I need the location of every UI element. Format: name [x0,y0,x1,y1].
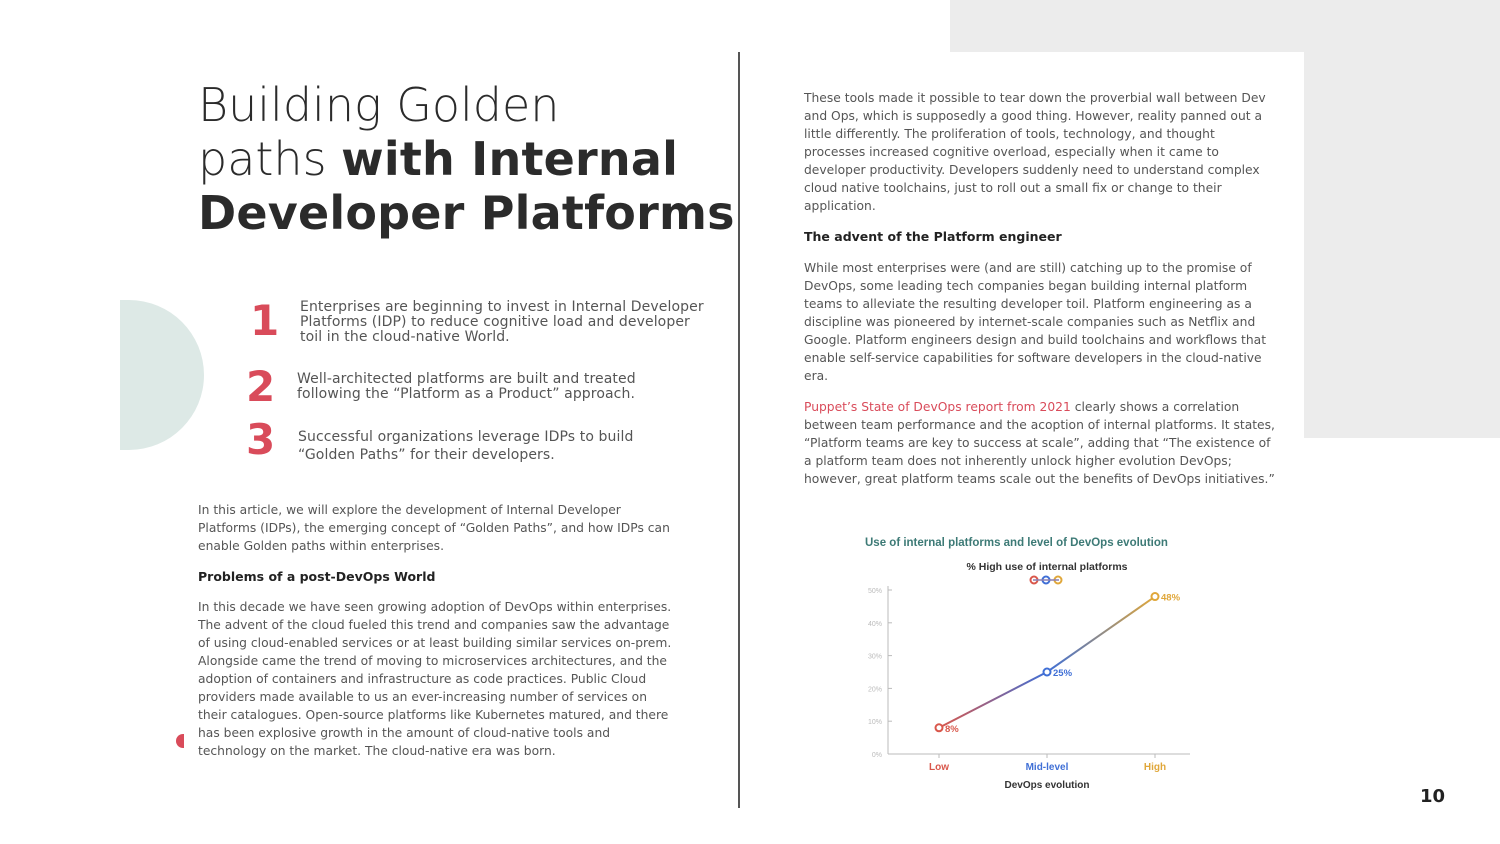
data-point [936,724,943,731]
right-paragraph-1: These tools made it possible to tear down the proverbial wall between Dev and Ops, which is supposedly a good thing. However, reality panned out a little differently. The proliferation of tools, technology, and thought processes increased cognitive overload, especially when it came to developer productivity. Developers suddenly need to understand complex cloud native toolchains, just to roll out a small fix or change to their application. [804,91,1266,213]
title-line-1: Building Golden [198,78,560,132]
title-line-2-light: paths [198,132,342,186]
section-heading: Problems of a post-DevOps World [198,569,436,584]
y-tick-label: 30% [867,653,882,661]
devops-chart [850,530,1190,800]
y-tick-label: 50% [867,588,882,595]
right-section-heading: The advent of the Platform engineer [804,229,1062,244]
column-divider [738,52,740,808]
x-tick-label: Low [929,762,949,773]
y-tick-label: 0% [871,752,882,759]
data-label: 48% [1161,592,1181,604]
x-tick-label: High [1143,762,1167,773]
y-tick-label: 20% [867,686,882,694]
report-link[interactable]: Puppet’s State of DevOps report from 2021 [804,400,1071,414]
x-axis-label: DevOps evolution [1004,780,1090,791]
data-point [1152,593,1159,600]
title-line-3: Developer Platforms [198,186,735,240]
key-point-number: 1 [250,296,280,345]
key-point-text: Enterprises are beginning to invest in Internal Developer Platforms (IDP) to reduce cognitive load and developer toil in the cloud-native World. [300,299,704,345]
intro-paragraph: In this article, we will explore the development of Internal Developer Platforms (IDPs), the emerging concept of “Golden Paths”, and how IDPs can enable Golden paths within enterprises. [198,503,670,553]
key-point-number: 2 [246,362,276,411]
section-body: In this decade we have seen growing adoption of DevOps within enterprises. The advent of the cloud fueled this trend and companies saw the advantage of using cloud-enabled services or at least building similar services on-prem. Alongside came the trend of moving to microservices architectures, and the adoption of containers and infrastructure as code practices. Public Cloud providers made available to us an ever-increasing number of services on their catalogues. Open-source platforms like Kubernetes matured, and there has been explosive growth in the amount of cloud-native tools and technology on the market. The cloud-native era was born. [198,600,672,758]
right-paragraph-2: While most enterprises were (and are still) catching up to the promise of DevOps, some leading tech companies began building internal platform teams to alleviate the resulting developer toil. Platform engineering as a discipline was pioneered by internet-scale companies such as Netflix and Google. Platform engineers design and build toolchains and workflows that enable self-service capabilities for software developers in the cloud-native era. [804,261,1267,383]
data-point [1044,669,1051,676]
chart-title: Use of internal platforms and level of DevOps evolution [865,537,1168,549]
y-tick-label: 40% [867,620,882,628]
data-label: 25% [1053,668,1073,679]
chart-subtitle: % High use of internal platforms [966,561,1128,573]
right-paragraph-3 [804,398,1278,488]
title-line-2-bold: with Internal [341,132,679,186]
page-number: 10 [1420,786,1446,807]
right-paragraph-3-text: clearly shows a correlation between team performance and the acoption of internal platforms. It states, “Platform teams are key to success at scale”, adding that “The existence of a platform team does not inherently unlock higher evolution DevOps; however, great platform teams scale out the benefits of DevOps initiatives.” [804,400,1275,486]
x-tick-label: Mid-level [1025,762,1069,773]
key-point-number: 3 [246,415,276,464]
decorative-dot [176,734,184,748]
y-tick-label: 10% [867,719,882,727]
data-label: 8% [945,723,959,735]
key-point-text: Well-architected platforms are built and treated following the “Platform as a Product” approach. [297,371,636,402]
page-title [198,78,738,240]
decorative-arc [120,300,204,450]
data-line [939,597,1155,728]
key-point-text: Successful organizations leverage IDPs to build “Golden Paths” for their developers. [298,429,634,463]
